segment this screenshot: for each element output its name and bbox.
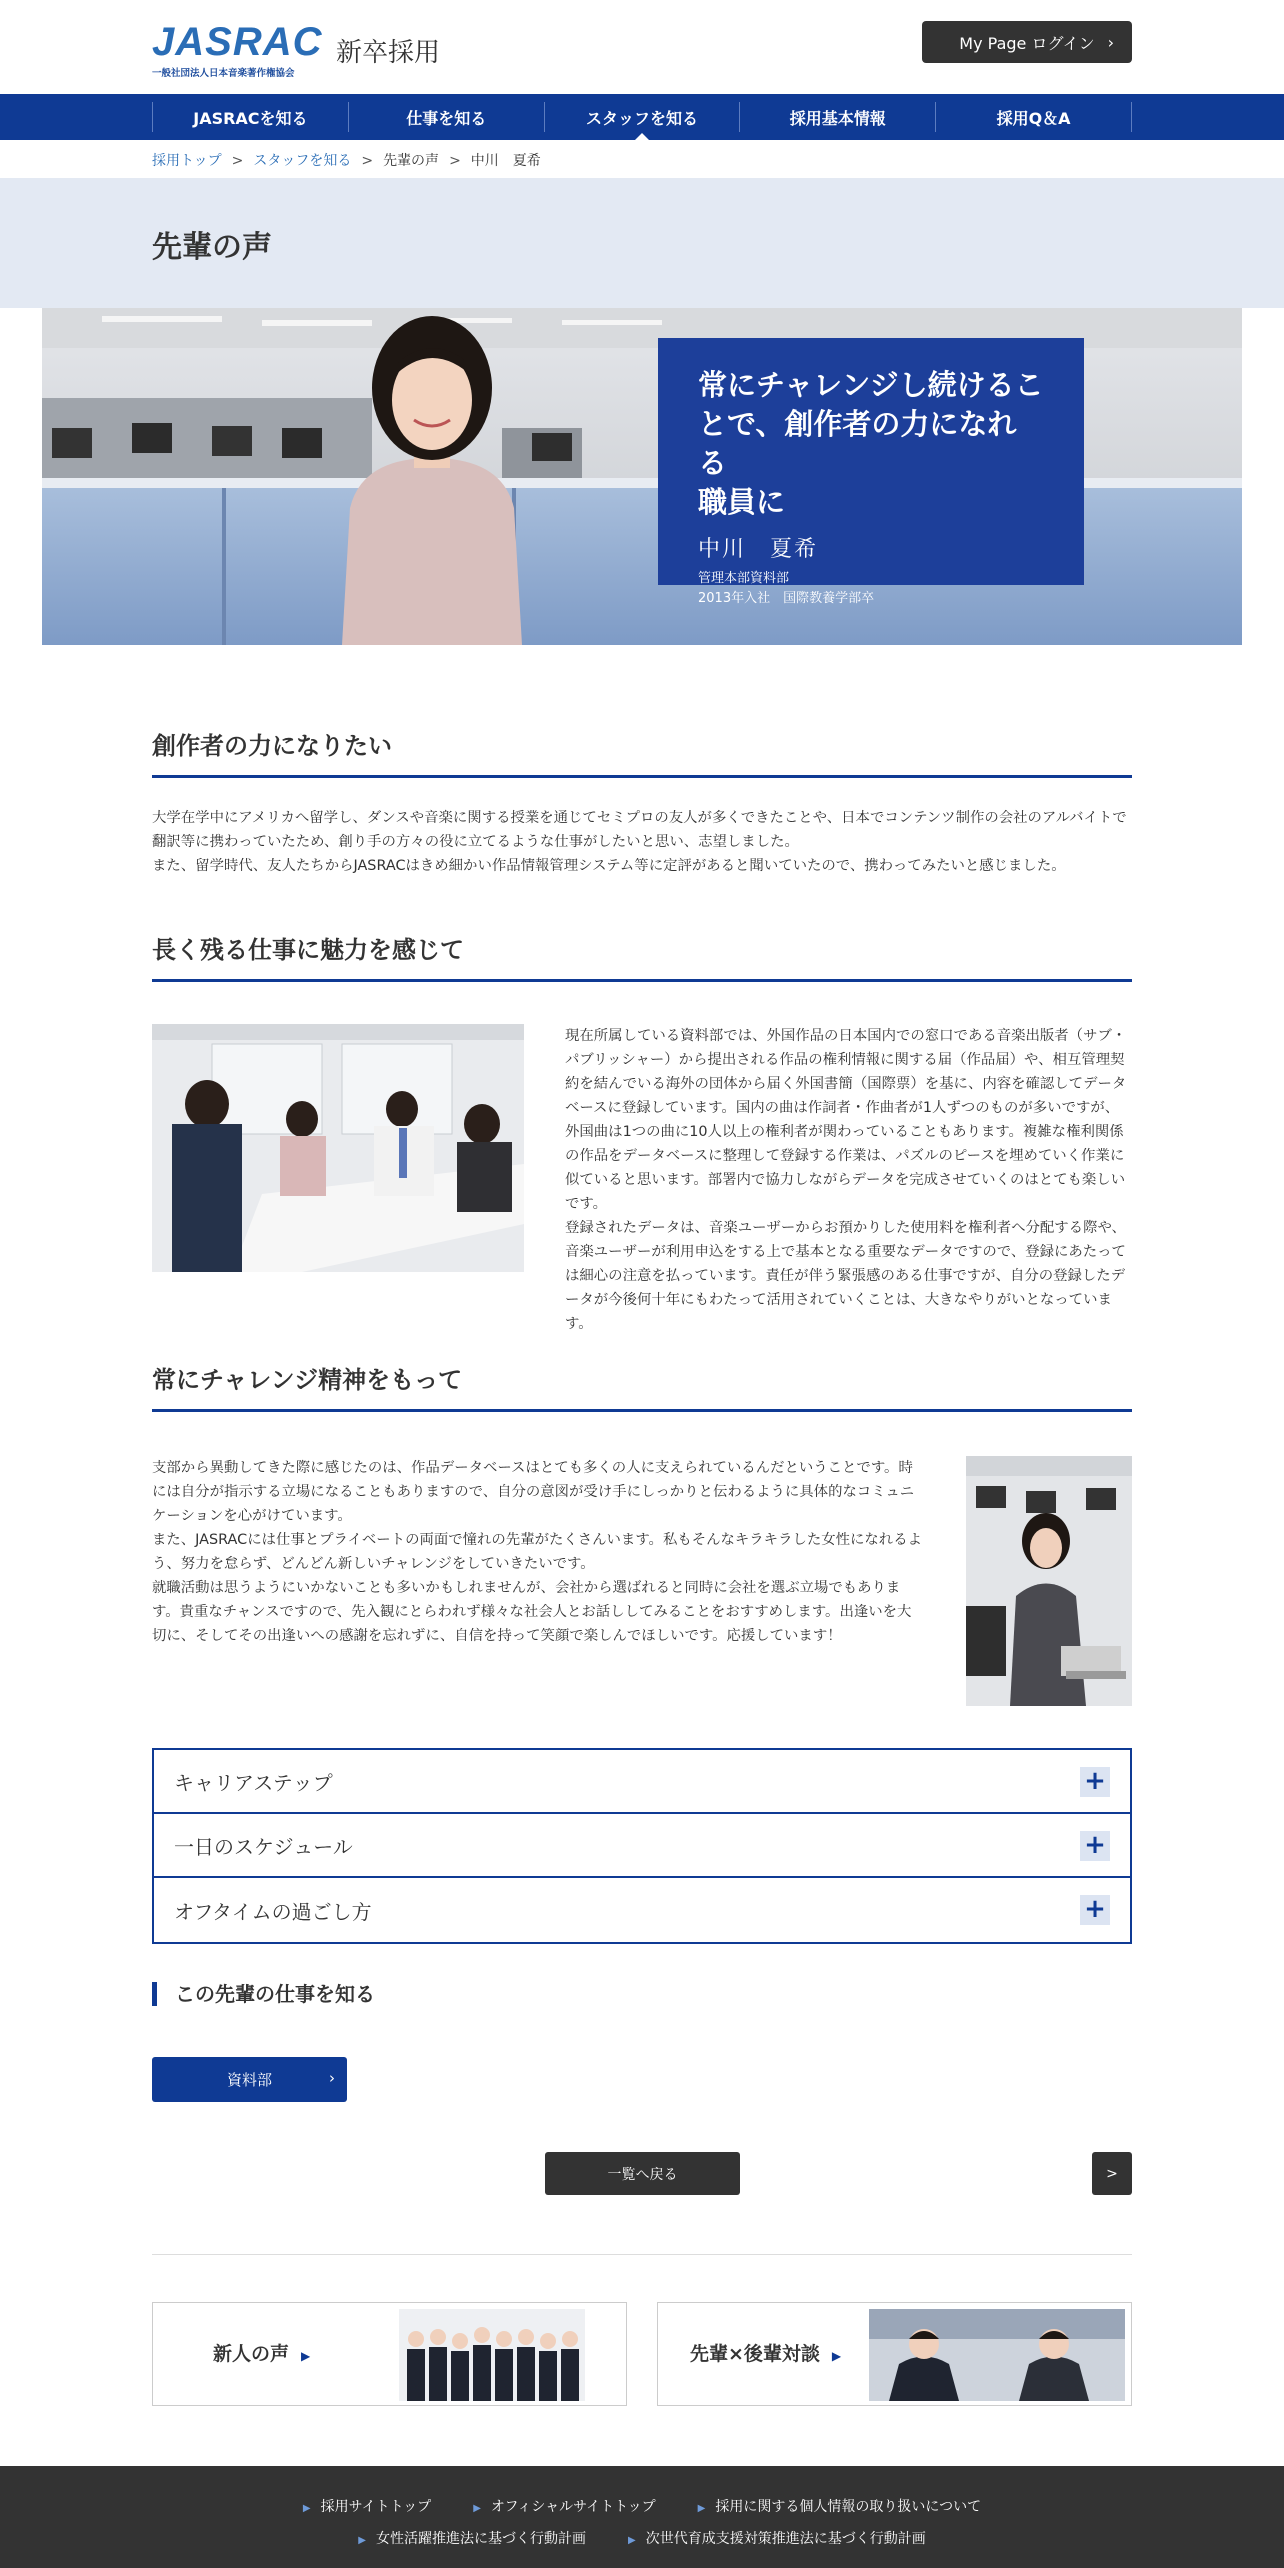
nav-item-recruit-info[interactable]: 採用基本情報: [740, 102, 936, 132]
logo-subtitle: 一般社団法人日本音楽著作権協会: [152, 68, 295, 79]
section-heading-3: 常にチャレンジ精神をもって: [152, 1360, 1132, 1412]
staff-department: 管理本部資料部: [698, 571, 790, 586]
nav-item-work[interactable]: 仕事を知る: [349, 102, 545, 132]
banner-label: [213, 2339, 310, 2366]
breadcrumb-separator: >: [231, 153, 244, 169]
breadcrumb: [152, 150, 541, 170]
section-1-paragraph: 大学在学中にアメリカへ留学し、ダンスや音楽に関する授業を通じてセミプロの友人が多くできたことや、日本でコンテンツ制作の会社のアルバイトで翻訳等に携わっていたため、創り手の方々の役に立てるような仕事がしたいと思い、志望しました。: [152, 810, 1127, 850]
section-3-paragraph: 支部から異動してきた際に感じたのは、作品データベースはとても多くの人に支えられているんだということです。時には自分が指示する立場になることもありますので、自分の意図が受け手にしっかりと伝わるように具体的なコミュニケーションを心がけています。: [152, 1460, 915, 1524]
footer-links-row-2: [0, 2528, 1284, 2548]
accordion-daily-schedule[interactable]: [154, 1814, 1130, 1878]
footer-link-label: 女性活躍推進法に基づく行動計画: [376, 2531, 586, 2547]
section-2-body-lower: [565, 1216, 1132, 1336]
nav-item-about-jasrac[interactable]: JASRACを知る: [153, 102, 349, 132]
accordion-career-step[interactable]: [154, 1750, 1130, 1814]
mypage-login-button[interactable]: [922, 21, 1132, 63]
accordion-off-time[interactable]: [154, 1878, 1130, 1942]
department-button-label: 資料部: [226, 2071, 272, 2089]
banner-label-text: 新人の声: [213, 2343, 290, 2365]
plus-icon[interactable]: +: [1080, 1895, 1110, 1925]
banner-new-staff-photo: [399, 2309, 585, 2401]
work-heading: この先輩の仕事を知る: [152, 1982, 375, 2006]
footer-link-women-plan[interactable]: [358, 2528, 586, 2548]
back-to-list-label: 一覧へ戻る: [607, 2166, 678, 2183]
section-2-body-upper: [565, 1024, 1132, 1216]
plus-icon[interactable]: +: [1080, 1831, 1110, 1861]
desk-photo: [966, 1456, 1132, 1706]
footer-link-label: 次世代育成支援対策推進法に基づく行動計画: [645, 2531, 926, 2547]
banner-label: [690, 2339, 841, 2366]
breadcrumb-current: 中川 夏希: [470, 153, 541, 169]
desk-photo-image: [966, 1456, 1132, 1706]
section-heading-2: 長く残る仕事に魅力を感じて: [152, 930, 1132, 982]
section-3-paragraph: また、JASRACには仕事とプライベートの両面で憧れの先輩がたくさんいます。私もそんなキラキラした女性になれるよう、努力を怠らず、どんどん新しいチャレンジをしていきたいです。: [152, 1532, 922, 1572]
section-2-paragraph: 現在所属している資料部では、外国作品の日本国内での窓口である音楽出版者（サブ・パブリッシャー）から提出される作品の権利情報に関する届（作品届）や、相互管理契約を結んでいる海外の団体から届く外国書簡（国際票）を基に、内容を確認してデータベースに登録しています。国内の曲は作詞者・作曲者が1人ずつのものが多いですが、外国曲は1つの曲に10人以上の権利者が関わっていることもあります。複雑な権利関係の作品をデータベースに整理して登録する作業は、パズルのピースを埋めていく作業に似ていると思います。部署内で協力しながらデータを完成させていくのはとても楽しいです。: [565, 1028, 1127, 1212]
footer-link-label: 採用サイトトップ: [320, 2499, 432, 2515]
triangle-right-icon: ▶: [358, 2535, 366, 2546]
banner-label-text: 先輩×後輩対談: [690, 2343, 820, 2365]
hero-info-box: [658, 338, 1084, 606]
breadcrumb-separator: >: [361, 153, 374, 169]
next-button[interactable]: [1092, 2152, 1132, 2195]
breadcrumb-voices: 先輩の声: [383, 153, 440, 169]
meeting-photo-image: [152, 1024, 524, 1272]
section-heading-1: 創作者の力になりたい: [152, 726, 1132, 778]
site-footer: [0, 2466, 1284, 2568]
triangle-right-icon: ▶: [301, 2349, 311, 2363]
footer-link-label: 採用に関する個人情報の取り扱いについて: [715, 2499, 982, 2515]
next-button-label: >: [1106, 2165, 1118, 2182]
accordion-label: 一日のスケジュール: [174, 1834, 353, 1859]
banner-talk-photo: [869, 2309, 1125, 2401]
staff-name: 中川 夏希: [698, 537, 819, 562]
accordion-label: キャリアステップ: [174, 1770, 333, 1795]
triangle-right-icon: ▶: [302, 2503, 311, 2514]
site-title: 新卒採用: [336, 38, 441, 68]
meeting-photo: [152, 1024, 524, 1272]
logo-wordmark: JASRAC: [152, 20, 323, 64]
section-1-paragraph: また、留学時代、友人たちからJASRACはきめ細かい作品情報管理システム等に定評があると聞いていたので、携わってみたいと感じました。: [152, 858, 1066, 874]
nav-item-qa[interactable]: 採用Q＆A: [936, 102, 1132, 132]
mypage-login-label: My Page ログイン: [959, 33, 1095, 53]
accordion-label: オフタイムの過ごし方: [174, 1899, 372, 1924]
jasrac-logo[interactable]: [152, 20, 323, 79]
global-nav: [0, 94, 1284, 140]
footer-link-official-top[interactable]: [473, 2496, 655, 2516]
info-accordion: [152, 1748, 1132, 1944]
back-to-list-button[interactable]: [545, 2152, 740, 2195]
chevron-right-icon: ›: [329, 2069, 335, 2087]
staff-join-year: 2013年入社 国際教養学部卒: [698, 591, 875, 606]
page-title-band: [0, 178, 1284, 308]
breadcrumb-recruit-top[interactable]: 採用トップ: [152, 153, 222, 169]
section-2-paragraph: 登録されたデータは、音楽ユーザーからお預かりした使用料を権利者へ分配する際や、音楽ユーザーが利用申込をする上で基本となる重要なデータですので、登録にあたっては細心の注意を払っています。責任が伴う緊張感のある仕事ですが、自分の登録したデータが今後何十年にもわたって活用されていくことは、大きなやりがいとなっています。: [565, 1220, 1126, 1332]
triangle-right-icon: ▶: [473, 2503, 481, 2514]
site-header: [0, 0, 1284, 94]
chevron-right-icon: ›: [1107, 33, 1114, 52]
footer-links-row-1: [0, 2496, 1284, 2516]
hero-catch-line: 常にチャレンジし続けるこ: [698, 368, 1044, 402]
department-button[interactable]: [152, 2057, 347, 2102]
nav-item-staff[interactable]: スタッフを知る: [545, 102, 741, 132]
plus-icon[interactable]: +: [1080, 1767, 1110, 1797]
banner-new-staff[interactable]: [152, 2302, 627, 2406]
section-3-body: [152, 1456, 922, 1648]
section-3-paragraph: 就職活動は思うようにいかないことも多いかもしれませんが、会社から選ばれると同時に会社を選ぶ立場でもあります。貴重なチャンスですので、先入観にとらわれず様々な社会人とお話ししてみることをおすすめします。出逢いを大切に、そしてその出逢いへの感謝を忘れずに、自信を持って笑顔で楽しんでほしいです。応援しています！: [152, 1580, 912, 1644]
footer-link-recruit-top[interactable]: [303, 2496, 431, 2516]
banner-senior-junior-talk[interactable]: [657, 2302, 1132, 2406]
breadcrumb-separator: >: [449, 153, 461, 169]
divider: [152, 2254, 1132, 2255]
footer-link-label: オフィシャルサイトトップ: [490, 2499, 656, 2515]
triangle-right-icon: ▶: [831, 2349, 842, 2363]
triangle-right-icon: ▶: [697, 2503, 706, 2514]
hero-catchphrase: [698, 366, 1044, 522]
hero-banner: [42, 308, 1242, 645]
page-title: 先輩の声: [152, 230, 272, 265]
hero-catch-line: とで、創作者の力になれる: [698, 407, 1017, 480]
section-1-body: [152, 806, 1132, 878]
footer-link-next-gen-plan[interactable]: [628, 2528, 926, 2548]
footer-link-privacy[interactable]: [698, 2496, 981, 2516]
hero-catch-line: 職員に: [698, 485, 786, 519]
triangle-right-icon: ▶: [628, 2535, 636, 2546]
breadcrumb-staff[interactable]: スタッフを知る: [253, 153, 352, 169]
